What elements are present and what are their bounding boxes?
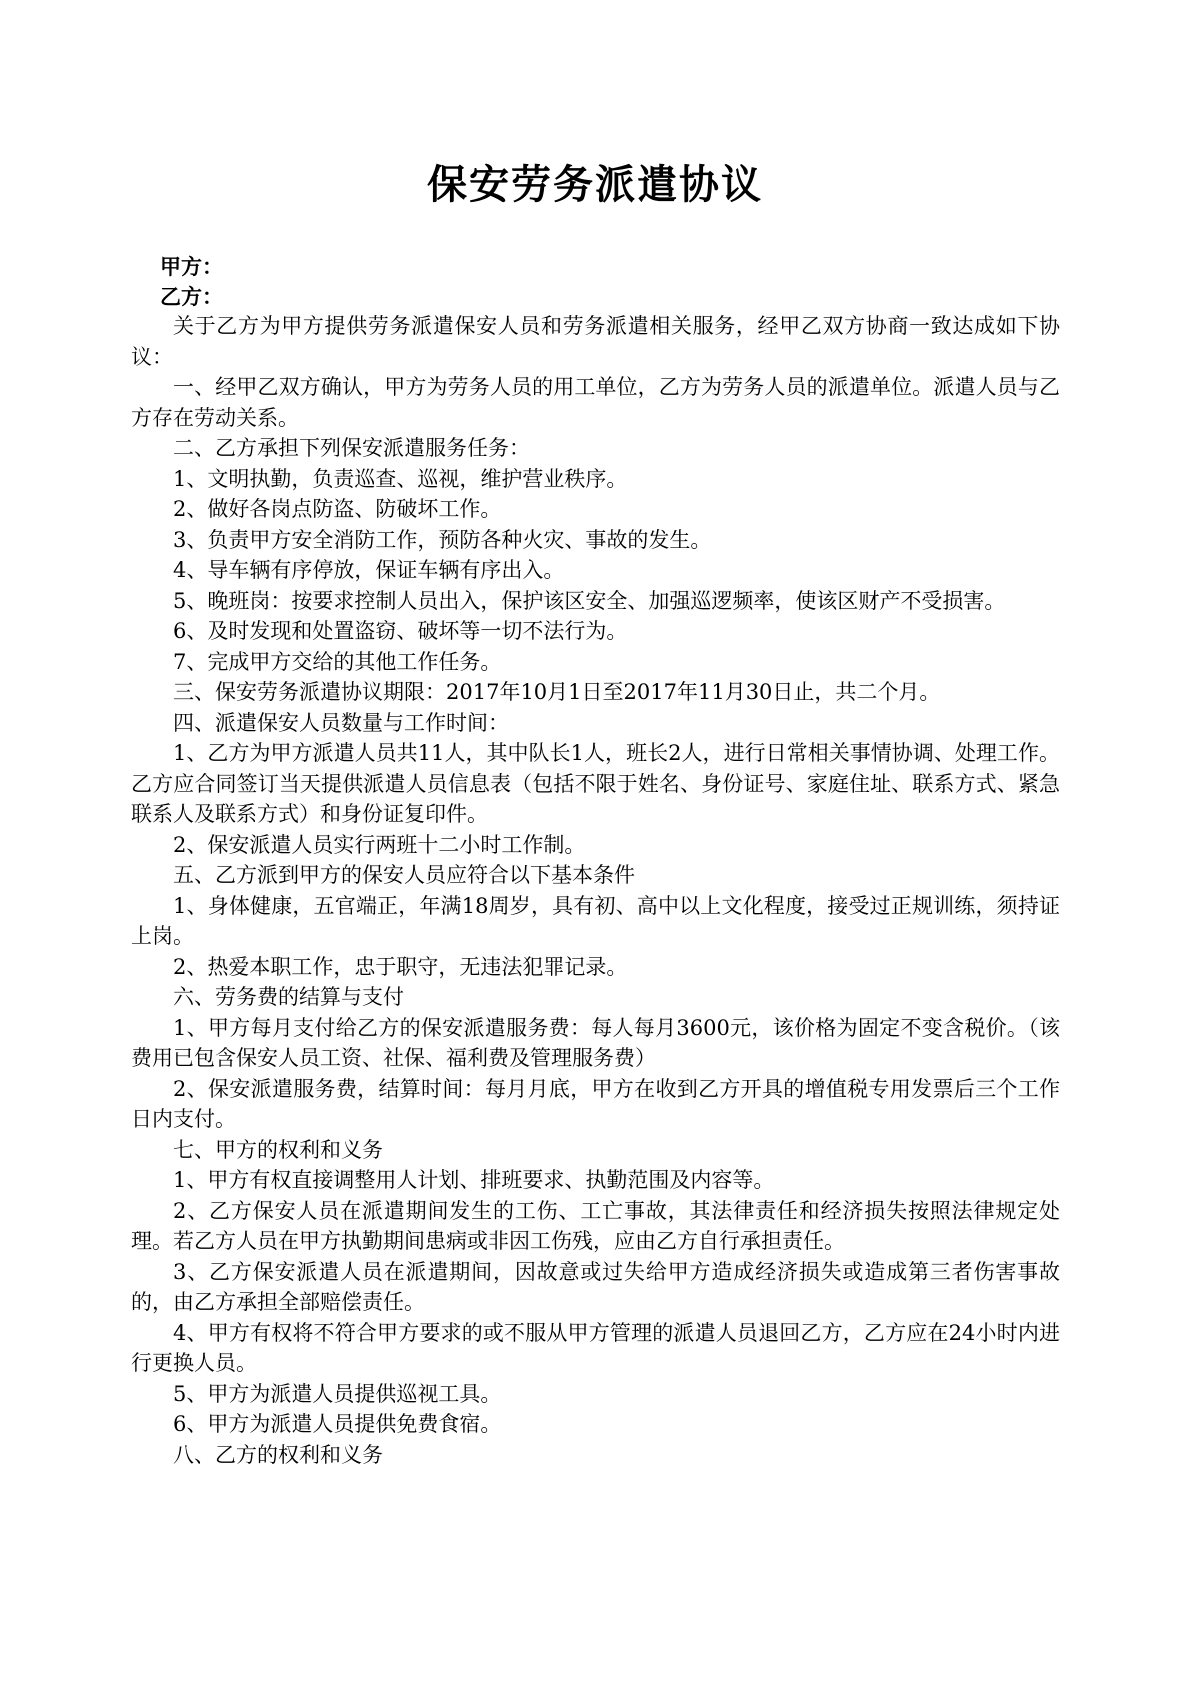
party-a-label: 甲方：	[160, 255, 223, 279]
clause-7-item: 6、甲方为派遣人员提供免费食宿。	[173, 1412, 502, 1436]
clause-2-item: 4、导车辆有序停放，保证车辆有序出入。	[173, 558, 565, 582]
clause-4-item: 1、乙方为甲方派遣人员共11人，其中队长1人，班长2人，进行日常相关事情协调、处理工作。乙方应合同签订当天提供派遣人员信息表（包括不限于姓名、身份证号、家庭住址、联系方式、紧急联系人及联系方式）和身份证复印件。	[131, 741, 1060, 826]
clause-4-heading: 四、派遣保安人员数量与工作时间：	[173, 710, 509, 735]
clause-2-item: 5、晚班岗：按要求控制人员出入，保护该区安全、加强巡逻频率，使该区财产不受损害。	[173, 588, 1006, 613]
clause-3: 三、保安劳务派遣协议期限：2017年10月1日至2017年11月30日止，共二个月。	[173, 680, 941, 704]
clause-1: 一、经甲乙双方确认，甲方为劳务人员的用工单位，乙方为劳务人员的派遣单位。派遣人员与乙方存在劳动关系。	[131, 375, 1060, 430]
clause-7-item: 5、甲方为派遣人员提供巡视工具。	[173, 1381, 502, 1406]
clause-2-item: 6、及时发现和处置盗窃、破坏等一切不法行为。	[173, 619, 628, 643]
clause-7-item: 1、甲方有权直接调整用人计划、排班要求、执勤范围及内容等。	[173, 1168, 775, 1192]
clause-6-heading: 六、劳务费的结算与支付	[173, 985, 404, 1009]
paragraph-intro: 关于乙方为甲方提供劳务派遣保安人员和劳务派遣相关服务，经甲乙双方协商一致达成如下协议：	[131, 314, 1060, 369]
clause-4-item: 2、保安派遣人员实行两班十二小时工作制。	[173, 832, 586, 857]
party-b-label: 乙方：	[160, 285, 223, 309]
clause-2-item: 7、完成甲方交给的其他工作任务。	[173, 649, 502, 674]
clause-2-item: 3、负责甲方安全消防工作，预防各种火灾、事故的发生。	[173, 527, 712, 552]
clause-2-heading: 二、乙方承担下列保安派遣服务任务：	[173, 436, 530, 460]
clause-2-item: 1、文明执勤，负责巡查、巡视，维护营业秩序。	[173, 466, 628, 491]
clause-6-item: 2、保安派遣服务费，结算时间：每月月底，甲方在收到乙方开具的增值税专用发票后三个工作日内支付。	[131, 1076, 1060, 1131]
clause-2-item: 2、做好各岗点防盗、防破坏工作。	[173, 497, 502, 521]
clause-8-heading: 八、乙方的权利和义务	[173, 1442, 383, 1467]
clause-5-item: 1、身体健康，五官端正，年满18周岁，具有初、高中以上文化程度，接受过正规训练，须持证上岗。	[131, 893, 1060, 948]
agreement-body	[131, 311, 1060, 1470]
clause-5-heading: 五、乙方派到甲方的保安人员应符合以下基本条件	[173, 863, 635, 887]
clause-5-item: 2、热爱本职工作，忠于职守，无违法犯罪记录。	[173, 954, 628, 979]
clause-7-heading: 七、甲方的权利和义务	[173, 1137, 383, 1162]
clause-7-item: 2、乙方保安人员在派遣期间发生的工伤、工亡事故，其法律责任和经济损失按照法律规定处理。若乙方人员在甲方执勤期间患病或非因工伤残，应由乙方自行承担责任。	[131, 1198, 1060, 1253]
clause-6-item: 1、甲方每月支付给乙方的保安派遣服务费：每人每月3600元，该价格为固定不变含税价。（该费用已包含保安人员工资、社保、福利费及管理服务费）	[131, 1015, 1060, 1070]
clause-7-item: 4、甲方有权将不符合甲方要求的或不服从甲方管理的派遣人员退回乙方，乙方应在24小时内进行更换人员。	[131, 1320, 1060, 1375]
clause-7-item: 3、乙方保安派遣人员在派遣期间，因故意或过失给甲方造成经济损失或造成第三者伤害事故的，由乙方承担全部赔偿责任。	[131, 1259, 1060, 1314]
document-title: 保安劳务派遣协议	[427, 162, 763, 208]
